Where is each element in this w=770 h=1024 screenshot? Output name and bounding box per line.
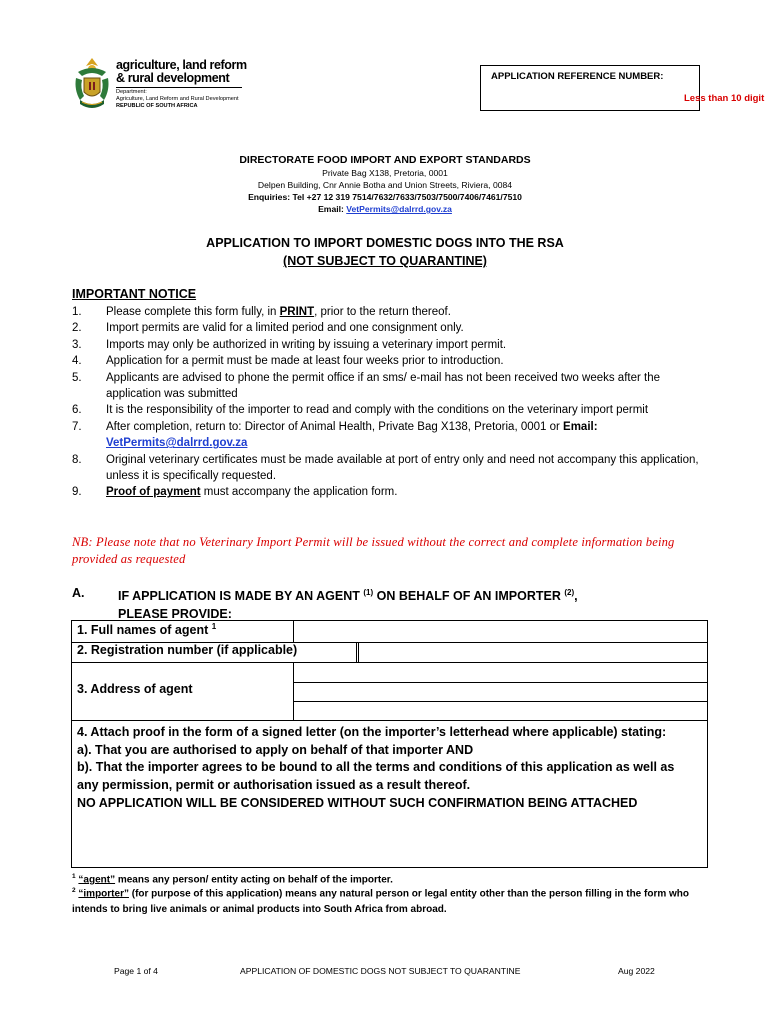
list-item: 4. Application for a permit must be made at least four weeks prior to introduction. xyxy=(72,355,504,368)
email-label: Email: xyxy=(318,204,344,214)
enquiries-numbers: +27 12 319 7514/7632/7633/7503/7500/7406/7461/7510 xyxy=(306,192,522,202)
logo-dept-name: Agriculture, Land Reform and Rural Development xyxy=(116,96,239,102)
email-link[interactable]: VetPermits@dalrrd.gov.za xyxy=(346,204,452,214)
list-item: 7. After completion, return to: Director of Animal Health, Private Bag X138, Pretoria, 0001 or Email: VetPermits@dalrrd.gov.za xyxy=(72,420,598,450)
list-item: 2. Import permits are valid for a limited period and one consignment only. xyxy=(72,322,464,335)
logo-divider xyxy=(116,87,242,88)
reference-number-box[interactable] xyxy=(480,65,700,111)
address-field-line-1[interactable] xyxy=(294,663,707,682)
important-notice-heading: IMPORTANT NOTICE xyxy=(72,287,197,301)
directorate-enquiries xyxy=(0,192,770,202)
list-item: 5. Applicants are advised to phone the permit office if an sms/ e-mail has not been received two weeks after the application was submitted xyxy=(72,371,661,401)
list-item: 6. It is the responsibility of the importer to read and comply with the conditions on the veterinary import permit xyxy=(72,404,649,417)
important-notice-list xyxy=(72,304,712,501)
page-number: Page 1 of 4 xyxy=(114,966,158,976)
directorate-email xyxy=(0,204,770,214)
registration-number-label: 2. Registration number (if applicable) xyxy=(77,643,298,657)
address-field-line-2[interactable] xyxy=(294,683,707,701)
footer-title: APPLICATION OF DOMESTIC DOGS NOT SUBJECT TO QUARANTINE xyxy=(240,966,521,976)
logo-line2: & rural development xyxy=(116,71,230,85)
directorate-address-2: Delpen Building, Cnr Annie Botha and Union Streets, Riviera, 0084 xyxy=(257,180,513,190)
logo-country: REPUBLIC OF SOUTH AFRICA xyxy=(116,103,198,109)
section-letter: A. xyxy=(72,586,85,600)
registration-number-field[interactable] xyxy=(359,642,707,662)
directorate-address-1: Private Bag X138, Pretoria, 0001 xyxy=(322,168,448,178)
enquiries-label: Enquiries: Tel xyxy=(248,192,305,202)
footer-date: Aug 2022 xyxy=(618,966,655,976)
reference-number-label: APPLICATION REFERENCE NUMBER: xyxy=(491,71,664,82)
logo-dept-label: Department: xyxy=(116,89,147,95)
directorate-title: DIRECTORATE FOOD IMPORT AND EXPORT STANDARDS xyxy=(239,154,531,166)
full-names-field[interactable] xyxy=(294,621,707,642)
address-field-line-3[interactable] xyxy=(294,702,707,720)
reference-number-hint: Less than 10 digit xyxy=(684,93,765,104)
logo-line1: agriculture, land reform xyxy=(116,58,247,72)
coat-of-arms-icon xyxy=(72,56,112,112)
form-subtitle: (NOT SUBJECT TO QUARANTINE) xyxy=(283,254,487,268)
form-title: APPLICATION TO IMPORT DOMESTIC DOGS INTO THE RSA xyxy=(206,236,564,250)
list-item: 3. Imports may only be authorized in writing by issuing a veterinary import permit. xyxy=(72,338,507,351)
proof-instructions: 4. Attach proof in the form of a signed letter (on the importer’s letterhead where applicable) stating: a). That you are authorised to apply on behalf of that importer AND b). That the importer agrees to be bound to all the terms and conditions of this application as well as any permission, permit or authorisation issued as a result thereof. NO APPLICATION WILL BE CONSIDERED WITHOUT SUCH CONFIRMATION BEING ATTACHED xyxy=(77,725,675,810)
agent-address-label: 3. Address of agent xyxy=(77,682,193,696)
nb-warning: NB: Please note that no Veterinary Import Permit will be issued without the correct and complete information being provided as requested xyxy=(72,535,675,566)
return-email-link[interactable]: VetPermits@dalrrd.gov.za xyxy=(106,437,248,450)
list-item: 1. Please complete this form fully, in PRINT, prior to the return thereof. xyxy=(72,306,451,318)
department-logo xyxy=(72,56,252,116)
full-names-label: 1. Full names of agent $^1$ xyxy=(77,622,217,638)
list-item: 9. Proof of payment must accompany the application form. xyxy=(72,486,398,499)
footnote-agent: $^1$ “agent” means any person/ entity acting on behalf of the importer. xyxy=(72,873,393,886)
list-item: 8. Original veterinary certificates must be made available at port of entry only and need not accompany this application, unless it is specifically requested. xyxy=(72,453,699,483)
footnote-importer: $^2$ “importer” (for purpose of this application) means any natural person or legal entity other than the person filling in the form who intends to bring live animals or animal products into South Africa from abroad. xyxy=(72,887,690,915)
agent-details-table xyxy=(71,620,708,868)
